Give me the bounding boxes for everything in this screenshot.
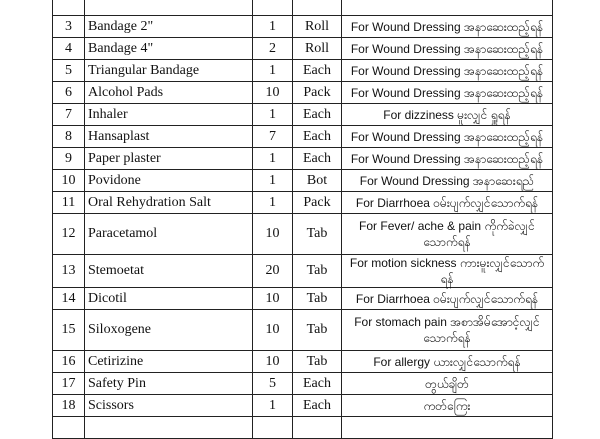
item-name: Alcohol Pads [85, 82, 253, 104]
item-quantity: 10 [253, 288, 293, 310]
item-purpose: For Wound Dressing အနာဆေးထည့်ရန် [342, 38, 553, 60]
item-purpose: For allergy ယားလျှင်သောက်ရန် [342, 351, 553, 373]
item-name: Dicotil [85, 288, 253, 310]
item-purpose: For Wound Dressing အနာဆေးထည့်ရန် [342, 148, 553, 170]
row-number: 15 [53, 310, 85, 351]
table-row [53, 126, 553, 148]
item-quantity: 1 [253, 104, 293, 126]
item-name: Stemoetat [85, 255, 253, 288]
table-row [53, 288, 553, 310]
item-purpose: ကတ်ကြေး [342, 395, 553, 417]
item-unit: Each [293, 395, 342, 417]
item-purpose: For Wound Dressing အနာဆေးထည့်ရန် [342, 126, 553, 148]
item-quantity: 20 [253, 255, 293, 288]
row-number: 16 [53, 351, 85, 373]
item-unit: Pack [293, 192, 342, 214]
item-unit: Roll [293, 38, 342, 60]
item-unit: Tab [293, 214, 342, 255]
table-row [53, 395, 553, 417]
item-quantity: 10 [253, 310, 293, 351]
item-purpose [342, 0, 553, 16]
row-number: 3 [53, 16, 85, 38]
item-name: Povidone [85, 170, 253, 192]
item-purpose: တွယ်ချိတ် [342, 373, 553, 395]
row-number [53, 417, 85, 439]
item-unit [293, 0, 342, 16]
table-row [53, 104, 553, 126]
table-row [53, 148, 553, 170]
item-unit: Tab [293, 288, 342, 310]
table-row [53, 255, 553, 288]
table-row [53, 373, 553, 395]
item-unit: Each [293, 126, 342, 148]
table-row [53, 60, 553, 82]
item-purpose: For Diarrhoea ဝမ်းပျက်လျှင်သောက်ရန် [342, 288, 553, 310]
item-quantity: 2 [253, 38, 293, 60]
row-number: 5 [53, 60, 85, 82]
item-name: Triangular Bandage [85, 60, 253, 82]
row-number: 17 [53, 373, 85, 395]
table-row [53, 0, 553, 16]
item-name [85, 417, 253, 439]
item-name: Bandage 4" [85, 38, 253, 60]
item-quantity: 7 [253, 126, 293, 148]
row-number: 12 [53, 214, 85, 255]
row-number: 14 [53, 288, 85, 310]
item-unit: Tab [293, 310, 342, 351]
table-row [53, 417, 553, 439]
item-purpose: For stomach pain အစာအိမ်အောင့်လျှင် သောက်ရန် [342, 310, 553, 351]
item-purpose: For Fever/ ache & pain ကိုက်ခဲလျှင်သောက်ရန် [342, 214, 553, 255]
table-row [53, 192, 553, 214]
row-number: 6 [53, 82, 85, 104]
item-unit: Each [293, 373, 342, 395]
table-row [53, 82, 553, 104]
supplies-table-body [53, 0, 553, 439]
item-unit: Pack [293, 82, 342, 104]
row-number: 4 [53, 38, 85, 60]
item-name: Hansaplast [85, 126, 253, 148]
item-unit: Tab [293, 255, 342, 288]
item-quantity [253, 0, 293, 16]
item-quantity [253, 417, 293, 439]
row-number: 11 [53, 192, 85, 214]
item-name: Safety Pin [85, 373, 253, 395]
item-name: Paper plaster [85, 148, 253, 170]
item-quantity: 10 [253, 82, 293, 104]
item-quantity: 1 [253, 170, 293, 192]
item-name: Inhaler [85, 104, 253, 126]
item-name: Cetirizine [85, 351, 253, 373]
item-name: Paracetamol [85, 214, 253, 255]
item-quantity: 1 [253, 60, 293, 82]
row-number: 18 [53, 395, 85, 417]
item-quantity: 1 [253, 16, 293, 38]
table-row [53, 214, 553, 255]
item-name: Siloxogene [85, 310, 253, 351]
row-number: 8 [53, 126, 85, 148]
item-name: Bandage 2" [85, 16, 253, 38]
table-row [53, 16, 553, 38]
item-purpose: For Wound Dressing အနာဆေးထည့်ရန် [342, 16, 553, 38]
item-unit: Tab [293, 351, 342, 373]
row-number: 9 [53, 148, 85, 170]
row-number [53, 0, 85, 16]
table-row [53, 170, 553, 192]
item-name: Oral Rehydration Salt [85, 192, 253, 214]
row-number: 13 [53, 255, 85, 288]
item-unit [293, 417, 342, 439]
table-row [53, 38, 553, 60]
item-unit: Each [293, 60, 342, 82]
item-quantity: 10 [253, 351, 293, 373]
item-name: Scissors [85, 395, 253, 417]
item-purpose: For Wound Dressing အနာဆေးထည့်ရန် [342, 82, 553, 104]
item-unit: Roll [293, 16, 342, 38]
item-unit: Bot [293, 170, 342, 192]
row-number: 7 [53, 104, 85, 126]
supplies-table [52, 0, 553, 439]
item-quantity: 5 [253, 373, 293, 395]
item-purpose: For Wound Dressing အနာဆေးထည့်ရန် [342, 60, 553, 82]
item-unit: Each [293, 104, 342, 126]
table-row [53, 310, 553, 351]
item-purpose [342, 417, 553, 439]
item-quantity: 1 [253, 148, 293, 170]
item-unit: Each [293, 148, 342, 170]
row-number: 10 [53, 170, 85, 192]
item-quantity: 1 [253, 395, 293, 417]
item-name [85, 0, 253, 16]
item-quantity: 1 [253, 192, 293, 214]
item-purpose: For Diarrhoea ဝမ်းပျက်လျှင်သောက်ရန် [342, 192, 553, 214]
item-purpose: For Wound Dressing အနာဆေးရည် [342, 170, 553, 192]
item-purpose: For dizziness မူးလျှင် ရှူရန် [342, 104, 553, 126]
item-quantity: 10 [253, 214, 293, 255]
item-purpose: For motion sickness ကားမူးလျှင်သောက်ရန် [342, 255, 553, 288]
table-row [53, 351, 553, 373]
